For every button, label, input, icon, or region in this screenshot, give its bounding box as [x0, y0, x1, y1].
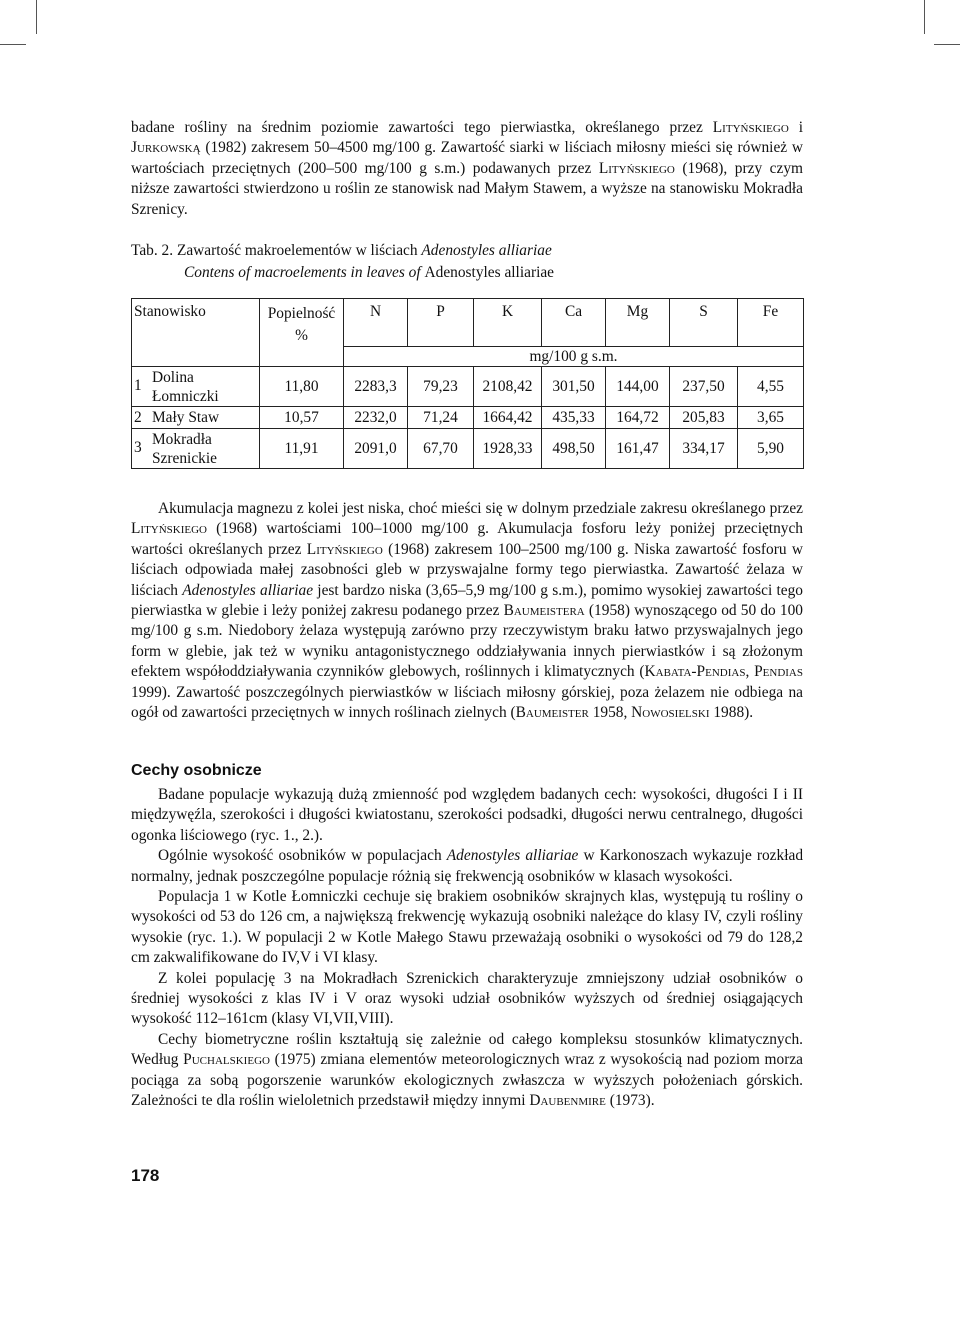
text-run: Cechy biometryczne roślin kształtują się zależnie od całego kompleksu stosunków klimatycznych. Według [131, 1030, 803, 1069]
site-name: Łomniczki [152, 387, 219, 405]
paragraph: Badane populacje wykazują dużą zmienność pod względem badanych cech: wysokości, długości I i II międzywęźla, szerokości i długości kwiatostanu, szerokości podsadki, długości nerwu centralnego, długości ogonka liściowego (ryc. 1., 2.). [131, 786, 803, 844]
value-cell: 79,23 [408, 367, 474, 407]
value-cell: 334,17 [670, 429, 738, 469]
header-ash [260, 299, 344, 367]
section-body [131, 785, 803, 1112]
text-run: i [788, 119, 804, 136]
value-cell: 3,65 [738, 407, 804, 429]
text-run: 1988). [709, 704, 754, 722]
header-element: Mg [606, 299, 670, 347]
species-name: Adenostyles alliariae [424, 264, 555, 281]
section-heading: Cechy osobnicze [131, 762, 262, 779]
author-name: Lityńskiego [306, 540, 383, 558]
header-element: P [408, 299, 474, 347]
author-name: Nowosielski [631, 704, 710, 722]
value-cell: 161,47 [606, 429, 670, 469]
header-site: Stanowisko [132, 299, 260, 367]
table-caption [131, 240, 554, 284]
value-cell: 11,80 [260, 367, 344, 407]
species-name: Adenostyles alliariae [421, 242, 552, 259]
value-cell: 67,70 [408, 429, 474, 469]
value-cell: 435,33 [542, 407, 606, 429]
site-cell [132, 429, 260, 469]
value-cell: 2283,3 [344, 367, 408, 407]
value-cell: 237,50 [670, 367, 738, 407]
text-run: 1999). Zawartość poszczególnych pierwiastków w liściach miłosny górskiej, poza żelazem nie odbiega na ogół od zawartości przeciętnych w innych roślinach zielnych ( [131, 683, 803, 722]
value-cell: 4,55 [738, 367, 804, 407]
text-run: badane rośliny na średnim poziomie zawartości tego pierwiastka, określanego przez [131, 119, 713, 136]
site-name: Szrenickie [152, 449, 217, 467]
text-run: jest bardzo niska (3,65–5,9 mg/100 g s.m.), pomimo wysokiej zawartości tego pierwiastka w glebie i leży poniżej zakresu podanego przez [131, 581, 804, 620]
value-cell: 144,00 [606, 367, 670, 407]
site-name: Mały Staw [152, 408, 220, 426]
value-cell: 1664,42 [474, 407, 542, 429]
value-cell: 498,50 [542, 429, 606, 469]
value-cell: 2108,42 [474, 367, 542, 407]
row-index: 1 [134, 377, 142, 395]
text-run: Akumulacja magnezu z kolei jest niska, choć mieści się w dolnym przedziale zakresu określanego przez [158, 500, 803, 517]
text-run: (1975) zmiana elementów meteorologicznych wraz z wysokością nad poziom morza pociąga za sobą pogorszenie warunków ekologicznych zwłaszcza w wyższych położeniach górskich. Zależności te dla roślin wieloletnich przedstawił między innymi [131, 1051, 803, 1110]
crop-mark-top-left-vertical [36, 0, 37, 34]
value-cell: 301,50 [542, 367, 606, 407]
caption-polish-text: Zawartość makroelementów w liściach [176, 242, 422, 259]
header-element: Ca [542, 299, 606, 347]
site-name: Dolina [152, 368, 194, 386]
paragraph [131, 846, 803, 887]
table-header-row [132, 299, 804, 347]
text-run: w Karkonoszach wykazuje rozkład normalny, jednak poszczególne populacje różnią się frekwencją osobników w klasach wysokości. [131, 847, 804, 885]
page-number: 178 [131, 1166, 160, 1185]
species-name: Adenostyles alliariae [446, 847, 579, 865]
value-cell: 10,57 [260, 407, 344, 429]
author-name: Baumeistera [503, 602, 585, 620]
value-cell: 205,83 [670, 407, 738, 429]
author-name: Lityńskiego [712, 119, 789, 136]
value-cell: 5,90 [738, 429, 804, 469]
site-cell [132, 367, 260, 407]
macroelements-table [131, 298, 804, 469]
crop-mark-top-right-vertical [924, 0, 925, 34]
row-index: 2 [134, 408, 142, 426]
author-name: Jurkowską [131, 139, 201, 157]
species-name: Adenostyles alliariae [182, 581, 314, 599]
author-name: Baumeister [515, 704, 589, 722]
text-run: Ogólnie wysokość osobników w populacjach [158, 847, 447, 865]
header-element: Fe [738, 299, 804, 347]
text-run: (1968) wartościami 100–1000 mg/100 g. Akumulacja fosforu leży poniżej przeciętnych wartości określanych przez [131, 520, 803, 558]
value-cell: 71,24 [408, 407, 474, 429]
value-cell: 11,91 [260, 429, 344, 469]
intro-paragraph [131, 118, 803, 220]
header-ash-unit: % [295, 327, 308, 344]
table-row [132, 407, 804, 429]
author-name: Lityńskiego [131, 520, 208, 538]
results-paragraph [131, 499, 803, 723]
header-element: K [474, 299, 542, 347]
site-name: Mokradła [152, 430, 212, 448]
text-run: (1973). [605, 1092, 655, 1110]
value-cell: 2091,0 [344, 429, 408, 469]
text-run: 1958, [588, 704, 632, 722]
value-cell: 164,72 [606, 407, 670, 429]
caption-english-text: Contens of macroelements in leaves of [184, 264, 425, 281]
author-name: Puchalskiego [183, 1051, 270, 1069]
paragraph: Z kolei populację 3 na Mokradłach Szrenickich charakteryzuje zmniejszony udział osobników o średniej wysokości z klas IV i V oraz wysoki udział osobników wyższych od średniej osiągających wysokość 112–161cm (klasy VI,VII,VIII). [131, 969, 803, 1028]
value-cell: 2232,0 [344, 407, 408, 429]
row-index: 3 [134, 439, 142, 457]
text-run: (1968) zakresem 100–2500 mg/100 g. Niska zawartość fosforu w liściach odpowiada małej zasobności gleb w przyswajalne formy tego pierwiastka. Zawartość żelaza w liściach [131, 540, 803, 599]
header-element: S [670, 299, 738, 347]
author-name: Daubenmire [529, 1092, 606, 1110]
crop-mark-top-right-horizontal [934, 44, 960, 45]
text-run: (1958) wynoszącego od 50 do 100 mg/100 g s.m. Niedobory żelaza występują zarówno przy rzeczywistym braku łatwo przyswajalnych jego form w glebie, jak też w wyniku antagonistycznego oddziaływania innych pierwiastków i są złożonym efektem współoddziaływania czynników glebowych, roślinnych i klimatycznych ( [131, 602, 803, 681]
value-cell: 1928,33 [474, 429, 542, 469]
paragraph: Populacja 1 w Kotle Łomniczki cechuje się brakiem osobników skrajnych klas, występują tu rośliny o wysokości od 53 do 126 cm, a największą frekwencję wykazują osobniki należące do klasy IV, czyli rośliny wysokie (ryc. 1.). W populacji 2 w Kotle Małego Stawu przeważają osobniki o wysokości od 79 do 128,2 cm zakwalifikowane do IV,V i VI klasy. [131, 888, 803, 967]
text-run: (1968), przy czym niższe zawartości stwierdzono u roślin ze stanowisk nad Małym Stawem, a wyższe na stanowisku Mokradła Szrenicy. [131, 159, 803, 218]
header-ash-label: Popielność [267, 305, 336, 322]
site-cell [132, 407, 260, 429]
table-row [132, 367, 804, 407]
author-name: Lityńskiego [598, 159, 675, 177]
paragraph [131, 1030, 803, 1112]
table-label: Tab. 2. [131, 242, 174, 259]
text-run: (1982) zakresem 50–4500 mg/100 g. Zawartość siarki w liściach miłosny mieści się również w wartościach przeciętnych (200–500 mg/100 g s.m.) podawanych przez [131, 139, 803, 177]
unit-label: mg/100 g s.m. [344, 347, 804, 367]
header-element: N [344, 299, 408, 347]
crop-mark-top-left-horizontal [0, 44, 26, 45]
table-row [132, 429, 804, 469]
author-name: Kabata-Pendias, Pendias [644, 663, 803, 681]
